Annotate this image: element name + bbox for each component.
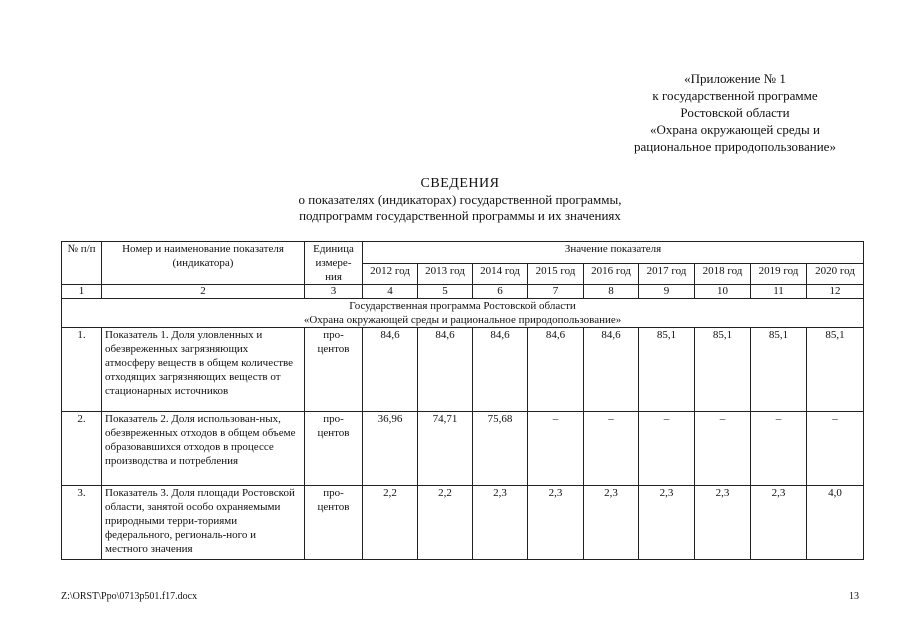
value-cell: 4,0 — [807, 486, 864, 560]
appendix-line: к государственной программе — [652, 88, 818, 103]
column-number: 9 — [639, 285, 695, 299]
table-row — [62, 486, 864, 560]
unit-cell: про-центов — [305, 328, 363, 412]
value-cell: 85,1 — [695, 328, 751, 412]
value-cell: 2,3 — [584, 486, 639, 560]
column-number: 12 — [807, 285, 864, 299]
appendix-line: Ростовской области — [680, 105, 790, 120]
value-cell: 84,6 — [528, 328, 584, 412]
table-row — [62, 412, 864, 486]
unit-cell: про-центов — [305, 486, 363, 560]
value-cell: 84,6 — [418, 328, 473, 412]
header-value-group: Значение показателя — [363, 242, 864, 264]
section-line: Государственная программа Ростовской области — [349, 300, 576, 312]
title-line: подпрограмм государственной программы и их значениях — [299, 208, 621, 223]
value-cell: 2,3 — [751, 486, 807, 560]
section-row — [62, 299, 864, 328]
value-cell: 84,6 — [363, 328, 418, 412]
value-cell: 2,3 — [639, 486, 695, 560]
header-year: 2016 год — [584, 263, 639, 285]
document-title — [205, 176, 715, 224]
header-year: 2012 год — [363, 263, 418, 285]
value-cell: 2,3 — [528, 486, 584, 560]
value-cell: – — [639, 412, 695, 486]
row-number: 2. — [62, 412, 102, 486]
column-number: 5 — [418, 285, 473, 299]
value-cell: 2,2 — [418, 486, 473, 560]
row-number: 3. — [62, 486, 102, 560]
section-title — [62, 299, 864, 328]
title-heading: СВЕДЕНИЯ — [420, 176, 500, 191]
page-number: 13 — [849, 591, 859, 602]
column-number: 2 — [102, 285, 305, 299]
value-cell: 74,71 — [418, 412, 473, 486]
appendix-reference — [600, 70, 870, 155]
title-line: о показателях (индикаторах) государственной программы, — [298, 192, 622, 207]
header-year: 2015 год — [528, 263, 584, 285]
value-cell: – — [807, 412, 864, 486]
column-number: 6 — [473, 285, 528, 299]
column-number: 1 — [62, 285, 102, 299]
indicators-table — [61, 241, 864, 560]
table-row — [62, 328, 864, 412]
value-cell: 2,3 — [473, 486, 528, 560]
section-line: «Охрана окружающей среды и рациональное природопользование» — [303, 314, 622, 326]
column-number-row — [62, 285, 864, 299]
appendix-line: «Приложение № 1 — [684, 71, 786, 86]
header-year: 2014 год — [473, 263, 528, 285]
column-number: 7 — [528, 285, 584, 299]
file-path: Z:\ORST\Ppo\0713p501.f17.docx — [61, 591, 198, 602]
value-cell: 85,1 — [807, 328, 864, 412]
value-cell: 85,1 — [751, 328, 807, 412]
header-row — [62, 242, 864, 264]
column-number: 4 — [363, 285, 418, 299]
value-cell: – — [751, 412, 807, 486]
indicator-name: Показатель 3. Доля площади Ростовской области, занятой особо охраняемыми природными терри-ториями федерального, региональ-ного и местного значения — [102, 486, 305, 560]
appendix-line: «Охрана окружающей среды и — [650, 122, 820, 137]
appendix-line: рациональное природопользование» — [634, 139, 836, 154]
value-cell: – — [528, 412, 584, 486]
value-cell: 2,2 — [363, 486, 418, 560]
indicator-name: Показатель 1. Доля уловленных и обезвреженных загрязняющих атмосферу веществ в общем количестве отходящих загрязняющих веществ от стационарных источников — [102, 328, 305, 412]
row-number: 1. — [62, 328, 102, 412]
header-no: № п/п — [62, 242, 102, 285]
indicator-name: Показатель 2. Доля использован-ных, обезвреженных отходов в общем объеме образовавшихся отходов в процессе производства и потребления — [102, 412, 305, 486]
column-number: 10 — [695, 285, 751, 299]
column-number: 11 — [751, 285, 807, 299]
value-cell: 2,3 — [695, 486, 751, 560]
header-year: 2019 год — [751, 263, 807, 285]
header-name: Номер и наименование показателя (индикатора) — [102, 242, 305, 285]
value-cell: 75,68 — [473, 412, 528, 486]
header-year: 2013 год — [418, 263, 473, 285]
value-cell: 84,6 — [473, 328, 528, 412]
header-unit: Единица измере-ния — [305, 242, 363, 285]
header-year: 2018 год — [695, 263, 751, 285]
value-cell: 36,96 — [363, 412, 418, 486]
value-cell: 84,6 — [584, 328, 639, 412]
column-number: 8 — [584, 285, 639, 299]
value-cell: – — [695, 412, 751, 486]
header-year: 2020 год — [807, 263, 864, 285]
value-cell: 85,1 — [639, 328, 695, 412]
column-number: 3 — [305, 285, 363, 299]
value-cell: – — [584, 412, 639, 486]
unit-cell: про-центов — [305, 412, 363, 486]
header-year: 2017 год — [639, 263, 695, 285]
